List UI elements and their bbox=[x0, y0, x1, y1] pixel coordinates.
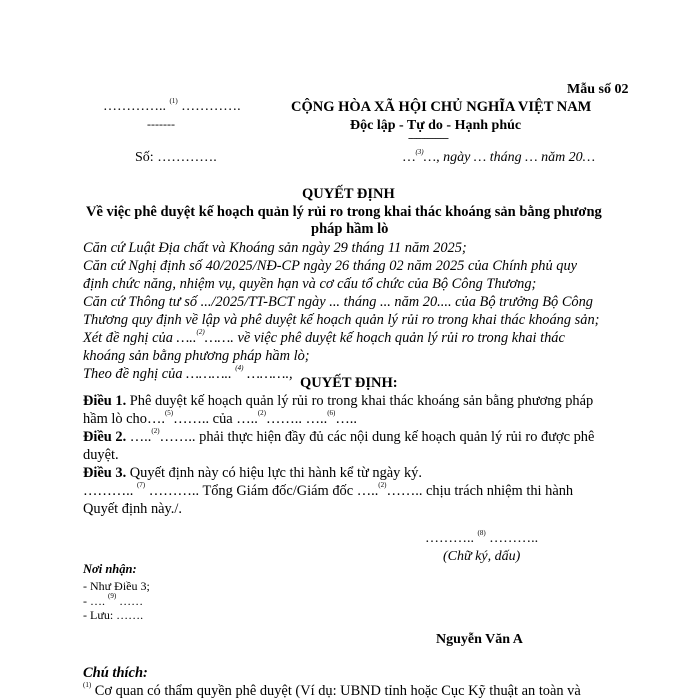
text: ……….. bbox=[485, 531, 539, 546]
text: ……….. bbox=[83, 483, 137, 499]
basis-circular-line-1: Căn cứ Thông tư số .../2025/TT-BCT ngày ... tháng ... năm 20.... của Bộ trưởng Bộ Công bbox=[83, 294, 594, 310]
text: ……….. Tổng Giám đốc/Giám đốc ….. bbox=[145, 483, 379, 499]
footnote-ref: (5) bbox=[164, 409, 174, 417]
text: ……. về việc phê duyệt kế hoạch quản lý rủi ro trong khai thác bbox=[204, 330, 565, 346]
recipients-heading: Nơi nhận: bbox=[83, 562, 137, 576]
text: …….. phải thực hiện đầy đủ các nội dung kế hoạch quản lý rủi ro được phê bbox=[159, 429, 595, 445]
basis-recommendation bbox=[83, 366, 293, 383]
text: Quyết định này có hiệu lực thi hành kể từ ngày ký. bbox=[126, 465, 422, 481]
footnote-ref: (6) bbox=[327, 409, 336, 417]
text: ……….. bbox=[425, 531, 478, 546]
place-dots: … bbox=[403, 150, 416, 165]
document-number bbox=[135, 150, 217, 166]
footnote-ref: (7) bbox=[136, 481, 146, 489]
basis-proposal-line-1 bbox=[83, 330, 565, 347]
article-2-line-1 bbox=[83, 429, 594, 446]
footnote-ref: (2) bbox=[378, 481, 387, 489]
basis-decree-line-1: Căn cứ Nghị định số 40/2025/NĐ-CP ngày 26 tháng 02 năm 2025 của Chính phủ quy bbox=[83, 258, 578, 274]
notes-heading: Chú thích: bbox=[83, 665, 148, 681]
footnote-ref: (3) bbox=[415, 148, 424, 156]
text: Theo đề nghị của ……….. bbox=[83, 366, 236, 382]
agency-dots: ………….. bbox=[103, 99, 170, 114]
motto-rule: --------------- bbox=[408, 132, 448, 144]
article-3-label: Điều 3. bbox=[83, 465, 127, 481]
footnote-ref: (8) bbox=[477, 529, 486, 537]
text: ….. bbox=[335, 411, 357, 427]
text: ….. bbox=[126, 429, 152, 445]
subject-line-2: pháp hầm lò bbox=[311, 221, 389, 237]
text: - …. bbox=[83, 594, 108, 608]
document-title: QUYẾT ĐỊNH bbox=[302, 186, 395, 202]
article-3-line-2 bbox=[83, 483, 573, 500]
text: Phê duyệt kế hoạch quản lý rủi ro trong khai thác khoáng sản bằng phương pháp bbox=[126, 393, 594, 409]
footnote-ref: (9) bbox=[108, 592, 117, 600]
footnote-ref: (1) bbox=[169, 97, 178, 105]
national-title: CỘNG HÒA XÃ HỘI CHỦ NGHĨA VIỆT NAM bbox=[291, 99, 592, 115]
text: …….. ….. bbox=[266, 411, 328, 427]
agency-rule: ------- bbox=[147, 117, 175, 131]
footnote-ref: (2) bbox=[196, 328, 205, 336]
place-date bbox=[403, 150, 595, 166]
basis-law: Căn cứ Luật Địa chất và Khoáng sản ngày 29 tháng 11 năm 2025; bbox=[83, 240, 467, 256]
text: …….. chịu trách nhiệm thi hành bbox=[386, 483, 574, 499]
decision-heading: QUYẾT ĐỊNH: bbox=[300, 375, 398, 391]
text: Xét đề nghị của ….. bbox=[83, 330, 197, 346]
signer-name: Nguyễn Văn A bbox=[436, 632, 523, 647]
article-2-label: Điều 2. bbox=[83, 429, 127, 445]
article-1-label: Điều 1. bbox=[83, 393, 127, 409]
footnote-ref: (4) bbox=[235, 364, 244, 372]
date-text: …, ngày … tháng … năm 20… bbox=[423, 150, 596, 165]
text: hầm lò cho…. bbox=[83, 411, 165, 427]
text: …….. của ….. bbox=[173, 411, 258, 427]
article-3-line-3: Quyết định này./. bbox=[83, 501, 182, 517]
article-3-line-1 bbox=[83, 465, 422, 482]
document-number-label: Số: bbox=[135, 150, 154, 165]
signature-note: (Chữ ký, dấu) bbox=[443, 549, 521, 564]
basis-decree-line-2: định chức năng, nhiệm vụ, quyền hạn và cơ cấu tổ chức của Bộ Công Thương; bbox=[83, 276, 537, 292]
agency-name-line bbox=[103, 99, 241, 115]
footnote-ref: (2) bbox=[257, 409, 267, 417]
recipient-3: - Lưu: ……. bbox=[83, 608, 144, 622]
footnote-ref: (1) bbox=[83, 681, 92, 689]
signer-title bbox=[425, 531, 538, 547]
recipient-1: - Như Điều 3; bbox=[83, 579, 150, 593]
agency-dots: …………. bbox=[177, 99, 241, 114]
article-2-line-2: duyệt. bbox=[83, 447, 119, 463]
subject-line-1: Về việc phê duyệt kế hoạch quản lý rủi ro trong khai thác khoáng sản bằng phương bbox=[86, 204, 602, 220]
article-1-line-2 bbox=[83, 411, 357, 428]
text: Cơ quan có thẩm quyền phê duyệt (Ví dụ: UBND tỉnh hoặc Cục Kỹ thuật an toàn và bbox=[91, 683, 581, 699]
footnote-ref: (2) bbox=[151, 427, 160, 435]
article-1-line-1 bbox=[83, 393, 593, 410]
form-number: Mẫu số 02 bbox=[567, 82, 629, 97]
note-1 bbox=[83, 683, 581, 700]
text: ………., bbox=[243, 366, 293, 382]
document-number-value: …………. bbox=[153, 150, 217, 165]
motto: Độc lập - Tự do - Hạnh phúc bbox=[350, 118, 522, 133]
text: …… bbox=[116, 594, 144, 608]
basis-circular-line-2: Thương quy định về lập và phê duyệt kế hoạch quản lý rủi ro trong khai thác khoáng sản; bbox=[83, 312, 600, 328]
basis-proposal-line-2: khoáng sản bằng phương pháp hầm lò; bbox=[83, 348, 310, 364]
recipient-2 bbox=[83, 594, 143, 609]
